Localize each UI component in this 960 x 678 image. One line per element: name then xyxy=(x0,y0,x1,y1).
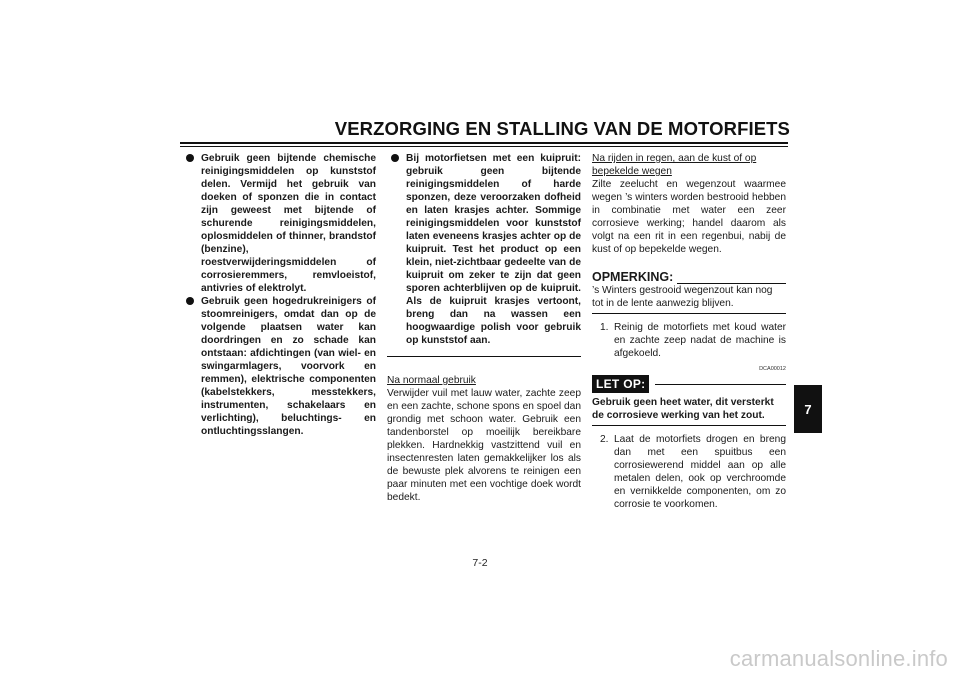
note-label: OPMERKING: xyxy=(592,270,674,284)
section-divider xyxy=(387,356,581,357)
bullet-icon xyxy=(186,154,194,162)
caution-text: Gebruik geen heet water, dit versterkt de corrosieve werking van het zout. xyxy=(592,397,774,421)
note-rule xyxy=(677,273,786,284)
column-right xyxy=(592,152,786,511)
bullet-item xyxy=(387,152,581,347)
caution-end-rule xyxy=(592,425,786,426)
step-item xyxy=(592,321,786,360)
step-text: Reinig de motorfiets met koud water en zachte zeep nadat de machine is afgekoeld. xyxy=(614,322,786,359)
bullet-text: Bij motorfietsen met een kuipruit: gebruik geen bijtende reinigingsmiddelen of harde sponzen, deze veroorzaken dofheid en laten krasjes achter. Sommige reinigingsmiddelen voor kunststof laten eveneens krasjes achter op de kuipruit. Test het product op een klein, niet-zichtbaar gedeelte van de kuipruit om zeker te zijn dat geen sporen achterblijven op de kuipruit. Als de kuipruit krasjes vertoont, breng dan na wassen een hoogwaardige polish voor gebruik op kunststof aan. xyxy=(406,153,581,346)
caution-rule xyxy=(655,384,786,385)
section-heading: Na rijden in regen, aan de kust of op bepekelde wegen xyxy=(592,153,757,177)
step-number: 2. xyxy=(600,434,609,445)
caution-header xyxy=(592,375,786,393)
title-rule-thin xyxy=(180,146,788,147)
caution-label: LET OP: xyxy=(592,375,649,393)
page-number: 7-2 xyxy=(472,557,488,569)
bullet-item xyxy=(182,152,376,295)
section-heading: Na normaal gebruik xyxy=(387,375,476,386)
note-end-rule xyxy=(592,313,786,314)
section-text: Zilte zeelucht en wegenzout waarmee wegen ’s winters worden bestrooid hebben in combinatie met water een zeer corrosieve werking; handel daarom als volgt na een rit in een regenbui, nabij de kust of op bepekelde wegen. xyxy=(592,179,786,255)
bullet-icon xyxy=(391,154,399,162)
bullet-icon xyxy=(186,297,194,305)
column-left xyxy=(182,152,376,438)
step-item xyxy=(592,433,786,511)
section-text: Verwijder vuil met lauw water, zachte zeep en een zachte, schone spons en spoel dan grondig met schoon water. Gebruik een tandenborstel op moeilijk bereikbare plekken. Hardnekkig vastzittend vuil en insectenresten laten gemakkelijker los als de bewuste plek alvorens te reinigen een paar minuten met een vochtige doek wordt bedekt. xyxy=(387,388,581,503)
reference-code: DCA00012 xyxy=(759,366,786,372)
bullet-item xyxy=(182,295,376,438)
watermark: carmanualsonline.info xyxy=(729,646,948,671)
column-middle xyxy=(387,152,581,504)
note-header xyxy=(592,270,786,284)
step-number: 1. xyxy=(600,322,609,333)
page-title: VERZORGING EN STALLING VAN DE MOTORFIETS xyxy=(334,118,790,139)
chapter-tab: 7 xyxy=(794,385,822,433)
title-rule xyxy=(180,142,788,144)
note-text: ’s Winters gestrooid wegenzout kan nog tot in de lente aanwezig blijven. xyxy=(592,285,773,309)
bullet-text: Gebruik geen hogedrukreinigers of stoomreinigers, omdat dan op de volgende plaatsen water kan doordringen en zo schade kan ontstaan: afdichtingen (van wiel- en swingarmlagers, voorvork en remmen), elektrische componenten (kabelstekkers, messtekkers, instrumenten, schakelaars en verlichting), beluchtings- en ontluchtingsslangen. xyxy=(201,296,376,437)
bullet-text: Gebruik geen bijtende chemische reinigingsmiddelen op kunststof delen. Vermijd het gebruik van doeken of sponzen die in contact zijn geweest met bijtende of schurende reinigingsmiddelen, oplosmiddelen of thinner, brandstof (benzine), roestverwijderingsmiddelen of corrosieremmers, remvloeistof, antivries of elektrolyt. xyxy=(201,153,376,294)
step-text: Laat de motorfiets drogen en breng dan met een spuitbus een corrosiewerend middel aan op alle metalen delen, ook op verchroomde en vernikkelde componenten, om zo corrosie te voorkomen. xyxy=(614,434,786,510)
